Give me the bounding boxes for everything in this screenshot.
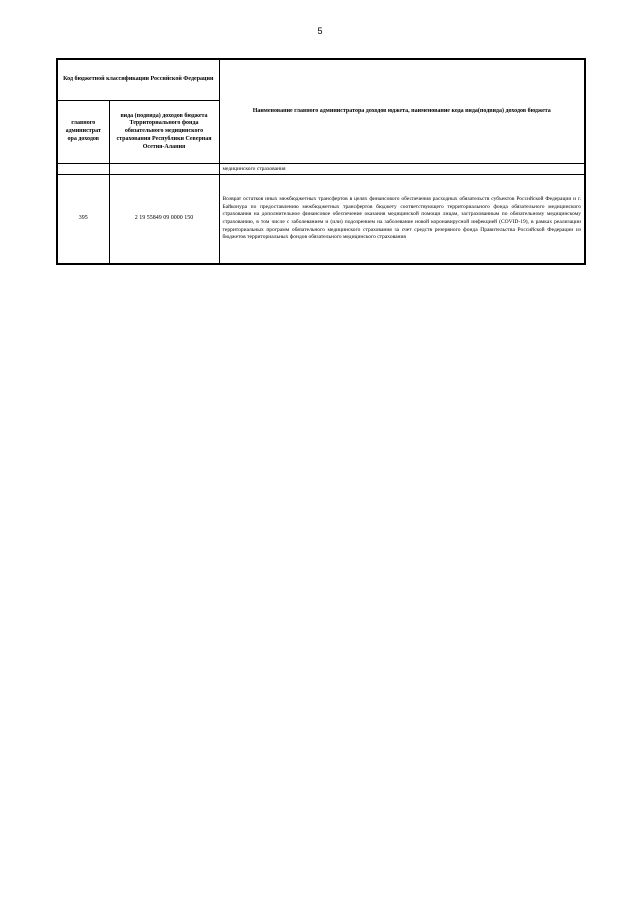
header-revenue-type: вида (подвида) доходов бюджета Территориального фонда обязательного медицинского страхования Республики Северная Осетия-Алания — [109, 101, 219, 164]
header-budget-classification-code: Код бюджетной классификации Российской Федерации — [57, 59, 219, 101]
budget-classification-table — [56, 58, 586, 265]
cell-revenue-code — [109, 164, 219, 175]
table-row — [57, 175, 585, 265]
cell-admin-code: 395 — [57, 175, 109, 265]
header-main-administrator: главного администрат ора доходов — [57, 101, 109, 164]
cell-admin-code — [57, 164, 109, 175]
table-row — [57, 164, 585, 175]
cell-description: Возврат остатков иных межбюджетных трансфертов в целях финансового обеспечения расходных обязательств субъектов Российской Федерации и г. Байконура по предоставлению межбюджетных трансфертов бюджету соответствующего территориального фонда обязательного медицинского страхования на дополнительное финансовое обеспечение оказания медицинской помощи лицам, застрахованным по обязательному медицинскому страхованию, в том числе с заболеванием и (или) подозрением на заболевание новой коронавирусной инфекцией (COVID-19), в рамках реализации территориальных программ обязательного медицинского страхования за счет средств резервного фонда Правительства Российской Федерации из бюджетов территориальных фондов обязательного медицинского страхования — [219, 175, 585, 265]
header-administrator-name: Наименование главного администратора доходов юджета, наименование кода вида(подвида) доходов бюджета — [219, 59, 585, 164]
page-number: 5 — [317, 26, 323, 36]
cell-revenue-code: 2 19 55849 09 0000 150 — [109, 175, 219, 265]
cell-description: медицинского страхования — [219, 164, 585, 175]
